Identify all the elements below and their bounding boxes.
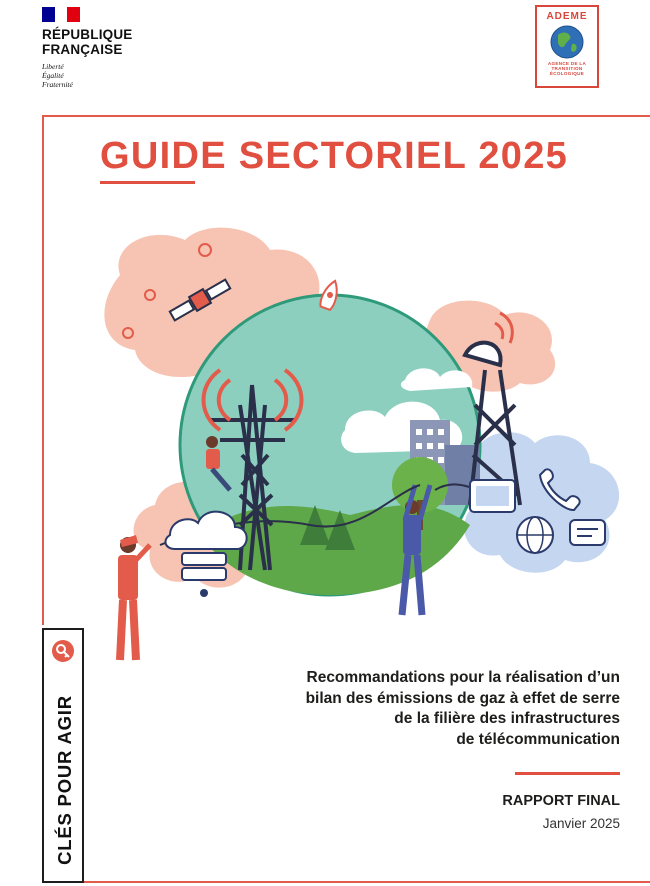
motto-egalite: Égalité — [42, 71, 64, 80]
republic-line-1: RÉPUBLIQUE — [42, 27, 133, 42]
side-band — [42, 628, 84, 883]
subtitle-line-4: de télécommunication — [456, 730, 620, 748]
ademe-name: ADEME — [546, 11, 588, 22]
republique-francaise-logo — [42, 5, 152, 95]
report-label: RAPPORT FINAL — [502, 793, 620, 809]
title-underline — [100, 181, 195, 184]
motto-fraternite: Fraternité — [42, 80, 73, 89]
divider-rule — [515, 772, 620, 775]
report-date: Janvier 2025 — [542, 816, 620, 831]
earth-globe-icon — [550, 25, 584, 59]
republic-line-2: FRANÇAISE — [42, 42, 123, 57]
subtitle-block — [230, 668, 620, 750]
ademe-logo — [535, 5, 599, 88]
telecom-illustration — [90, 205, 640, 670]
subtitle-line-3: de la filière des infrastructures — [394, 710, 620, 727]
technician-figure-left — [118, 535, 150, 660]
frame-left-border — [42, 115, 44, 625]
frame-top-border — [42, 115, 650, 117]
french-flag-icon — [42, 7, 80, 22]
tv-icon — [470, 480, 515, 512]
motto-liberte: Liberté — [42, 62, 64, 71]
ademe-tagline: AGENCE DE LA TRANSITION ÉCOLOGIQUE — [547, 61, 587, 77]
key-icon — [52, 640, 74, 662]
subtitle-line-2: bilan des émissions de gaz à effet de serre — [305, 689, 620, 707]
subtitle-line-1: Recommandations pour la réalisation d’un — [306, 669, 620, 686]
chat-icon — [570, 520, 605, 545]
side-label: CLÉS POUR AGIR — [54, 695, 75, 865]
cover-title: GUIDE SECTORIEL 2025 — [100, 135, 569, 177]
globe-icon — [517, 517, 553, 553]
frame-bottom-border — [42, 881, 650, 883]
